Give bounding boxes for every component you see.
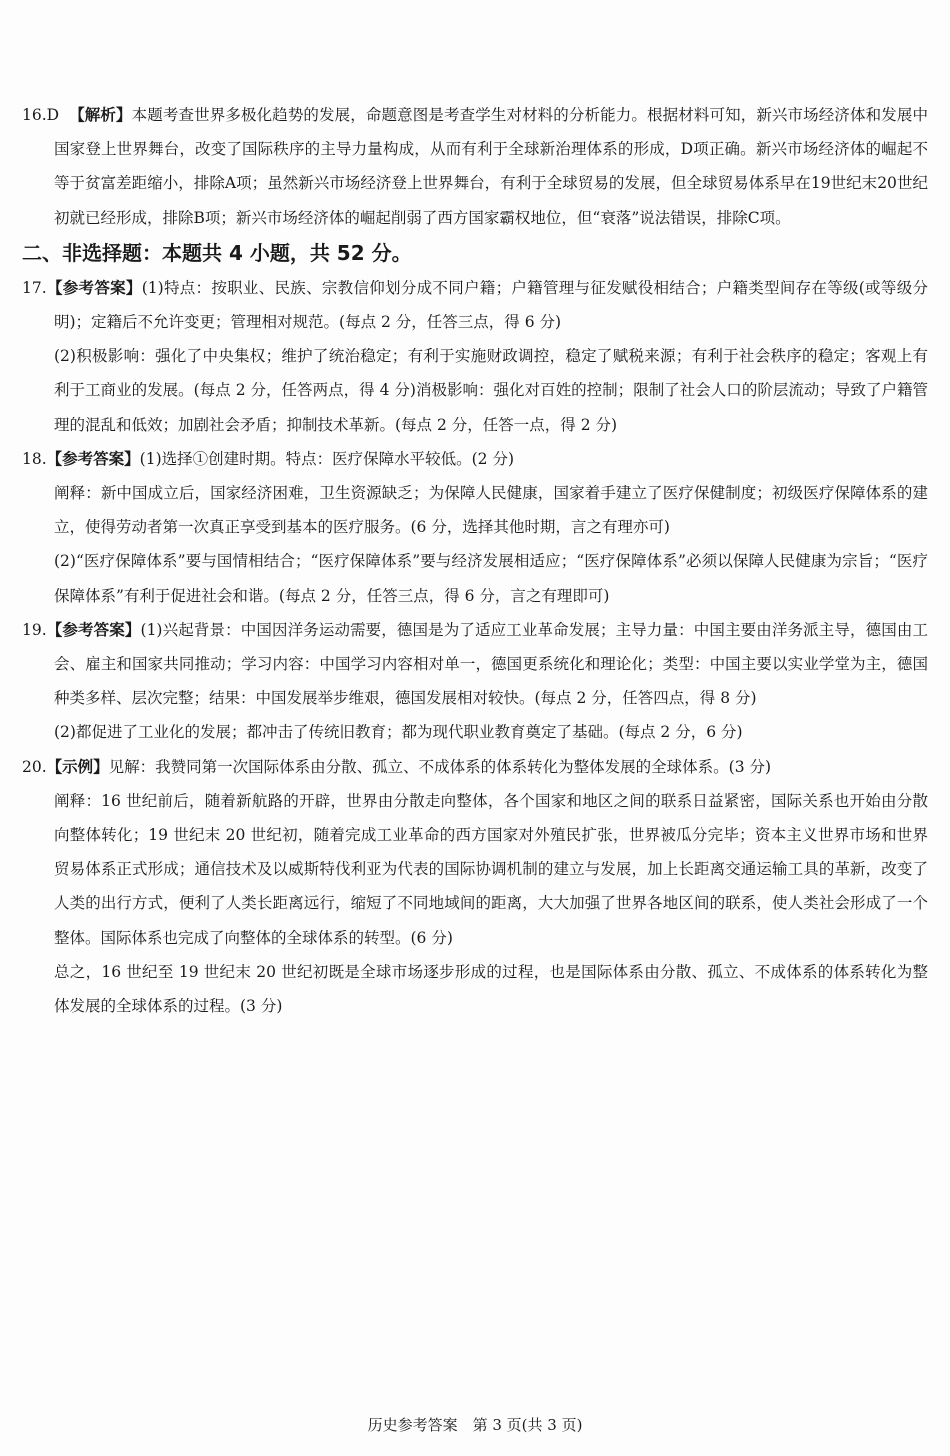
q17-part2: (2)积极影响：强化了中央集权；维护了统治稳定；有利于实施财政调控，稳定了赋税来源；有利于社会秩序的稳定；客观上有利于工商业的发展。(每点 2 分，任答两点，得 4 分)消极影响：强化对百姓的控制；限制了社会人口的阶层流动；导致了户籍管理的混乱和低效；加剧社会矛盾；抑制技术革新。(每点 2 分，任答一点，得 2 分): [54, 347, 928, 434]
question-16: [22, 98, 928, 235]
q18-number: 18.: [22, 449, 47, 468]
q16-text: 本题考查世界多极化趋势的发展，命题意图是考查学生对材料的分析能力。根据材料可知，新兴市场经济体和发展中国家登上世界舞台，改变了国际秩序的主导力量构成，从而有利于全球新治理体系的形成，D项正确。新兴市场经济体的崛起不等于贫富差距缩小，排除A项；虽然新兴市场经济登上世界舞台，有利于全球贸易的发展，但全球贸易体系早在19世纪末20世纪初就已经形成，排除B项；新兴市场经济体的崛起削弱了西方国家霸权地位，但“衰落”说法错误，排除C项。: [54, 106, 928, 227]
q16-number: 16.: [22, 106, 47, 124]
q20-part2: 阐释：16 世纪前后，随着新航路的开辟，世界由分散走向整体，各个国家和地区之间的联系日益紧密，国际关系也开始由分散向整体转化；19 世纪末 20 世纪初，随着完成工业革命的西方国家对外殖民扩张，世界被瓜分完毕；资本主义世界市场和世界贸易体系正式形成；通信技术及以威斯特伐利亚为代表的国际协调机制的建立与发展，加上长距离交通运输工具的革新，改变了人类的出行方式，便利了人类长距离远行，缩短了不同地域间的距离，大大加强了世界各地区间的联系，使人类社会形成了一个整体。国际体系也完成了向整体的全球体系的转型。(6 分): [54, 791, 928, 947]
page-footer: 历史参考答案 第 3 页(共 3 页): [367, 1416, 583, 1434]
q18-part1-text: (1)选择①创建时期。特点：医疗保障水平较低。(2 分): [139, 449, 515, 468]
q19-part2: (2)都促进了工业化的发展；都冲击了传统旧教育；都为现代职业教育奠定了基础。(每点 2 分，6 分): [54, 723, 743, 742]
q18-part1b: 阐释：新中国成立后，国家经济困难，卫生资源缺乏；为保障人民健康，国家着手建立了医疗保健制度；初级医疗保障体系的建立，使得劳动者第一次真正享受到基本的医疗服务。(6 分，选择其他时期，言之有理亦可): [54, 484, 928, 537]
q19-number: 19.: [22, 620, 47, 639]
question-18: [22, 442, 928, 613]
q20-tag: 【示例】: [46, 757, 109, 776]
q17-number: 17.: [22, 278, 47, 297]
question-17: [22, 271, 928, 442]
section-heading: 二、非选择题：本题共 4 小题，共 52 分。: [22, 240, 412, 265]
q18-part2: (2)“医疗保障体系”要与国情相结合；“医疗保障体系”要与经济发展相适应；“医疗保障体系”必须以保障人民健康为宗旨；“医疗保障体系”有利于促进社会和谐。(每点 2 分，任答三点，得 6 分，言之有理即可): [54, 552, 928, 605]
q18-tag: 【参考答案】: [46, 449, 140, 468]
q17-part1-text: (1)特点：按职业、民族、宗教信仰划分成不同户籍；户籍管理与征发赋役相结合；户籍类型间存在等级(或等级分明)；定籍后不允许变更；管理相对规范。(每点 2 分，任答三点，得 6 分): [54, 278, 928, 332]
q20-part1-text: 见解：我赞同第一次国际体系由分散、孤立、不成体系的体系转化为整体发展的全球体系。(3 分): [108, 757, 772, 776]
q17-tag: 【参考答案】: [46, 278, 142, 297]
q16-tag: 【解析】: [69, 106, 132, 124]
question-19: [22, 613, 928, 750]
answer-content: [22, 98, 928, 1023]
q18-part1: [22, 442, 928, 476]
q20-part1: [22, 750, 928, 784]
q19-part1: [22, 613, 928, 716]
q20-number: 20.: [22, 757, 47, 776]
q20-part3: 总之，16 世纪至 19 世纪末 20 世纪初既是全球市场逐步形成的过程，也是国际体系由分散、孤立、不成体系的体系转化为整体发展的全球体系的过程。(3 分): [54, 962, 928, 1016]
question-20: [22, 750, 928, 1024]
q16-answer: D: [46, 106, 60, 124]
q19-tag: 【参考答案】: [46, 620, 141, 639]
q19-part1-text: (1)兴起背景：中国因洋务运动需要，德国是为了适应工业革命发展；主导力量：中国主要由洋务派主导，德国由工会、雇主和国家共同推动；学习内容：中国学习内容相对单一，德国更系统化和理论化；类型：中国主要以实业学堂为主，德国种类多样、层次完整；结果：中国发展举步维艰，德国发展相对较快。(每点 2 分，任答四点，得 8 分): [54, 620, 928, 708]
q17-part1: [22, 271, 928, 339]
q16-paragraph: [22, 98, 928, 235]
